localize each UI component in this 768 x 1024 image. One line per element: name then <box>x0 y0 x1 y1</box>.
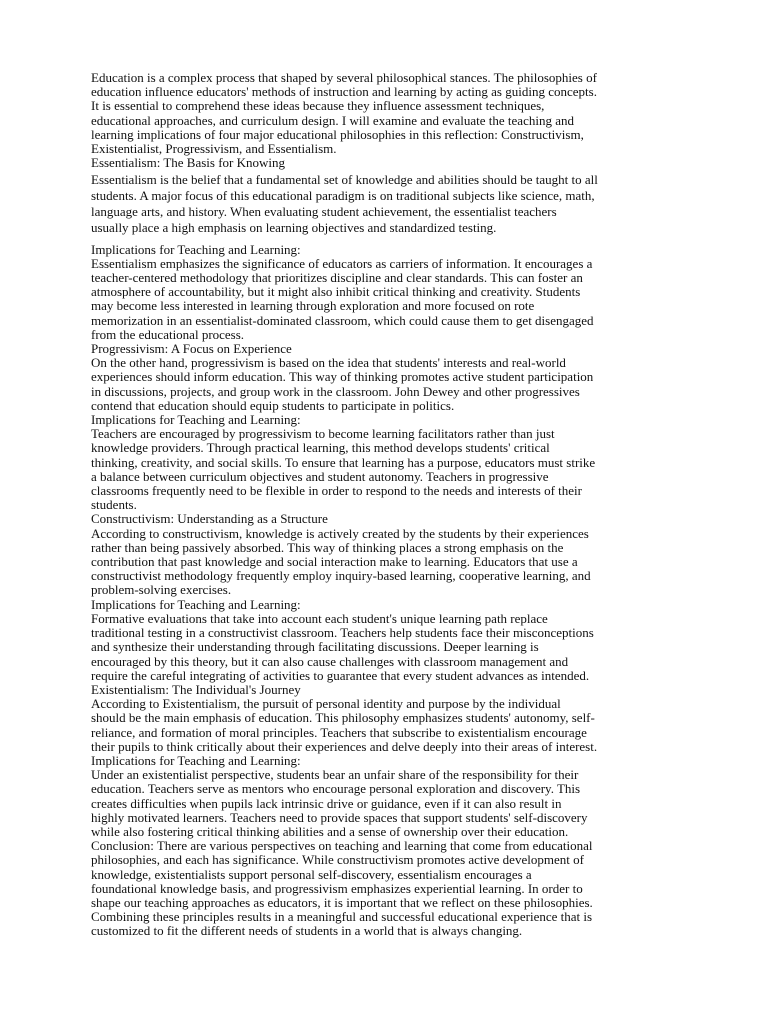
existentialism-section <box>91 683 691 839</box>
text-line: Formative evaluations that take into account each student's unique learning path replace <box>91 610 548 626</box>
text-line: their pupils to think critically about their experiences and delve deeply into their areas of interest. <box>91 738 598 754</box>
text-line: According to Existentialism, the pursuit of personal identity and purpose by the individual <box>91 696 561 712</box>
text-line: learning implications of four major educational philosophies in this reflection: Constructivism, <box>91 126 584 142</box>
text-line: Existentialist, Progressivism, and Essentialism. <box>91 141 337 157</box>
section-heading: Essentialism: The Basis for Knowing <box>91 155 286 171</box>
text-line: Under an existentialist perspective, students bear an unfair share of the responsibility for their <box>91 767 579 783</box>
section-heading: Existentialism: The Individual's Journey <box>91 681 301 697</box>
constructivism-section <box>91 512 691 682</box>
text-line: problem-solving exercises. <box>91 582 232 598</box>
text-line: students. A major focus of this educational paradigm is on traditional subjects like science, math, <box>91 188 595 204</box>
progressivism-section <box>91 342 691 512</box>
text-line: language arts, and history. When evaluating student achievement, the essentialist teachers <box>91 204 557 220</box>
text-line: and synthesize their understanding through facilitating discussions. Deeper learning is <box>91 639 539 655</box>
essentialism-section <box>91 156 691 342</box>
section-heading: Progressivism: A Focus on Experience <box>91 341 292 357</box>
text-line: education. Teachers serve as mentors who encourage personal exploration and discovery. This <box>91 781 581 797</box>
text-line: traditional testing in a constructivist classroom. Teachers help students face their misconceptions <box>91 625 594 641</box>
text-line: experiences should inform education. This way of thinking promotes active student participation <box>91 369 594 385</box>
text-line: Essentialism emphasizes the significance of educators as carriers of information. It encourages a <box>91 255 593 271</box>
text-line: in discussions, projects, and group work in the classroom. John Dewey and other progressives <box>91 383 580 399</box>
text-line: teacher-centered methodology that prioritizes discipline and clear standards. This can foster an <box>91 270 583 286</box>
text-line: knowledge, existentialists support personal self-discovery, essentialism encourages a <box>91 866 532 882</box>
text-line: contribution that past knowledge and social interaction make to learning. Educators that use a <box>91 554 578 570</box>
text-line: foundational knowledge basis, and progressivism emphasizes experiential learning. In order to <box>91 880 583 896</box>
text-line: contend that education should equip students to participate in politics. <box>91 397 455 413</box>
section-heading: Constructivism: Understanding as a Structure <box>91 511 328 527</box>
text-line: According to constructivism, knowledge is actively created by the students by their experiences <box>91 525 589 541</box>
text-line: Conclusion: There are various perspectives on teaching and learning that come from educational <box>91 838 593 854</box>
text-line: may become less interested in learning through exploration and more focused on rote <box>91 298 535 314</box>
text-line: rather than being passively absorbed. This way of thinking places a strong emphasis on the <box>91 539 564 555</box>
conclusion-paragraph <box>91 839 691 938</box>
text-line: thinking, creativity, and social skills. To ensure that learning has a purpose, educators must strike <box>91 454 596 470</box>
text-line: usually place a high emphasis on learning objectives and standardized testing. <box>91 219 497 235</box>
text-line: education influence educators' methods of instruction and learning by acting as guiding concepts. <box>91 84 597 100</box>
implications-heading: Implications for Teaching and Learning: <box>91 241 301 257</box>
text-line: from the educational process. <box>91 326 245 342</box>
text-line: while also fostering critical thinking abilities and a sense of ownership over their education. <box>91 823 569 839</box>
text-line: educational approaches, and curriculum design. I will examine and evaluate the teaching and <box>91 112 574 128</box>
implications-heading: Implications for Teaching and Learning: <box>91 752 301 768</box>
text-line: customized to fit the different needs of students in a world that is always changing. <box>91 923 523 939</box>
text-line: classrooms frequently need to be flexible in order to respond to the needs and interests of their <box>91 483 582 499</box>
text-line: require the careful integrating of activities to guarantee that every student advances as intended. <box>91 667 590 683</box>
text-line: highly motivated learners. Teachers need to provide spaces that support students' self-discovery <box>91 809 588 825</box>
text-line: reliance, and formation of moral principles. Teachers that subscribe to existentialism encourage <box>91 724 587 740</box>
text-line: a balance between curriculum objectives and student autonomy. Teachers in progressive <box>91 468 549 484</box>
text-line: It is essential to comprehend these ideas because they influence assessment techniques, <box>91 98 545 114</box>
text-line: should be the main emphasis of education. This philosophy emphasizes students' autonomy, self- <box>91 710 595 726</box>
text-line: philosophies, and each has significance. While constructivism promotes active development of <box>91 852 584 868</box>
text-line: knowledge providers. Through practical learning, this method develops students' critical <box>91 440 550 456</box>
text-line: creates difficulties when pupils lack intrinsic drive or guidance, even if it can also result in <box>91 795 562 811</box>
text-line: shape our teaching approaches as educators, it is important that we reflect on these philosophies. <box>91 894 593 910</box>
document-page <box>91 71 691 939</box>
text-line: students. <box>91 497 137 513</box>
text-line: Education is a complex process that shaped by several philosophical stances. The philosophies of <box>91 70 597 85</box>
text-line: encouraged by this theory, but it can also cause challenges with classroom management and <box>91 653 569 669</box>
text-line: Teachers are encouraged by progressivism to become learning facilitators rather than just <box>91 426 555 442</box>
implications-heading: Implications for Teaching and Learning: <box>91 412 301 428</box>
intro-paragraph <box>91 71 691 156</box>
text-line: On the other hand, progressivism is based on the idea that students' interests and real-world <box>91 355 566 371</box>
text-line: Essentialism is the belief that a fundamental set of knowledge and abilities should be taught to all <box>91 172 598 188</box>
text-line: memorization in an essentialist-dominated classroom, which could cause them to get disengaged <box>91 312 594 328</box>
text-line: Combining these principles results in a meaningful and successful educational experience that is <box>91 909 593 925</box>
implications-heading: Implications for Teaching and Learning: <box>91 596 301 612</box>
text-line: constructivist methodology frequently employ inquiry-based learning, cooperative learning, and <box>91 568 591 584</box>
text-line: atmosphere of accountability, but it might also inhibit critical thinking and creativity. Students <box>91 284 581 300</box>
